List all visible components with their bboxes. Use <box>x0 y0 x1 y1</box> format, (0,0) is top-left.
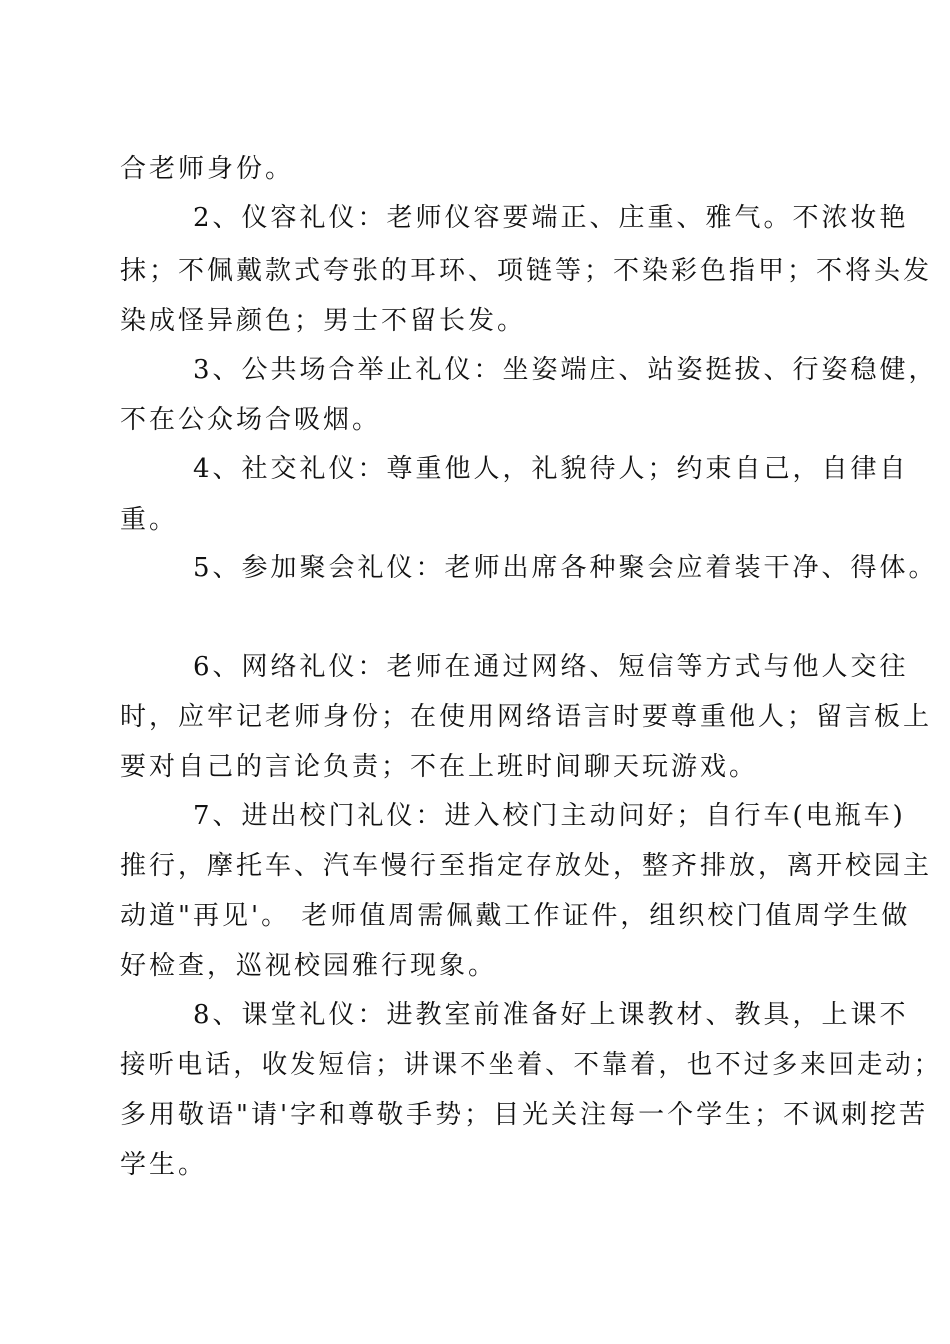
text-line: 合老师身份。 <box>120 154 295 184</box>
text-line: 7、进出校门礼仪：进入校门主动问好；自行车(电瓶车) <box>193 801 906 831</box>
text-line: 2、仪容礼仪：老师仪容要端正、庄重、雅气。不浓妆艳 <box>193 203 909 233</box>
text-line: 要对自己的言论负责；不在上班时间聊天玩游戏。 <box>120 752 759 782</box>
text-line: 抹；不佩戴款式夸张的耳环、项链等；不染彩色指甲；不将头发 <box>120 256 933 286</box>
text-line: 重。 <box>120 505 179 535</box>
text-line: 8、课堂礼仪：进教室前准备好上课教材、教具，上课不 <box>193 1000 909 1030</box>
text-line: 好检查，巡视校园雅行现象。 <box>120 951 498 981</box>
text-line: 推行，摩托车、汽车慢行至指定存放处，整齐排放，离开校园主 <box>120 851 933 881</box>
text-line: 6、网络礼仪：老师在通过网络、短信等方式与他人交往 <box>193 652 909 682</box>
text-line: 不在公众场合吸烟。 <box>120 405 382 435</box>
text-line: 5、参加聚会礼仪：老师出席各种聚会应着装干净、得体。 <box>193 553 938 583</box>
text-line: 动道"再见'。 老师值周需佩戴工作证件，组织校门值周学生做 <box>120 901 911 931</box>
text-line: 学生。 <box>120 1150 208 1180</box>
text-line: 接听电话，收发短信；讲课不坐着、不靠着，也不过多来回走动； <box>120 1050 943 1080</box>
text-line: 3、公共场合举止礼仪：坐姿端庄、站姿挺拔、行姿稳健， <box>193 355 938 385</box>
text-line: 多用敬语"请'字和尊敬手势；目光关注每一个学生；不讽刺挖苦 <box>120 1100 929 1130</box>
text-line: 染成怪异颜色；男士不留长发。 <box>120 306 527 336</box>
text-line: 4、社交礼仪：尊重他人，礼貌待人；约束自己，自律自 <box>193 454 909 484</box>
text-line: 时，应牢记老师身份；在使用网络语言时要尊重他人；留言板上 <box>120 702 933 732</box>
